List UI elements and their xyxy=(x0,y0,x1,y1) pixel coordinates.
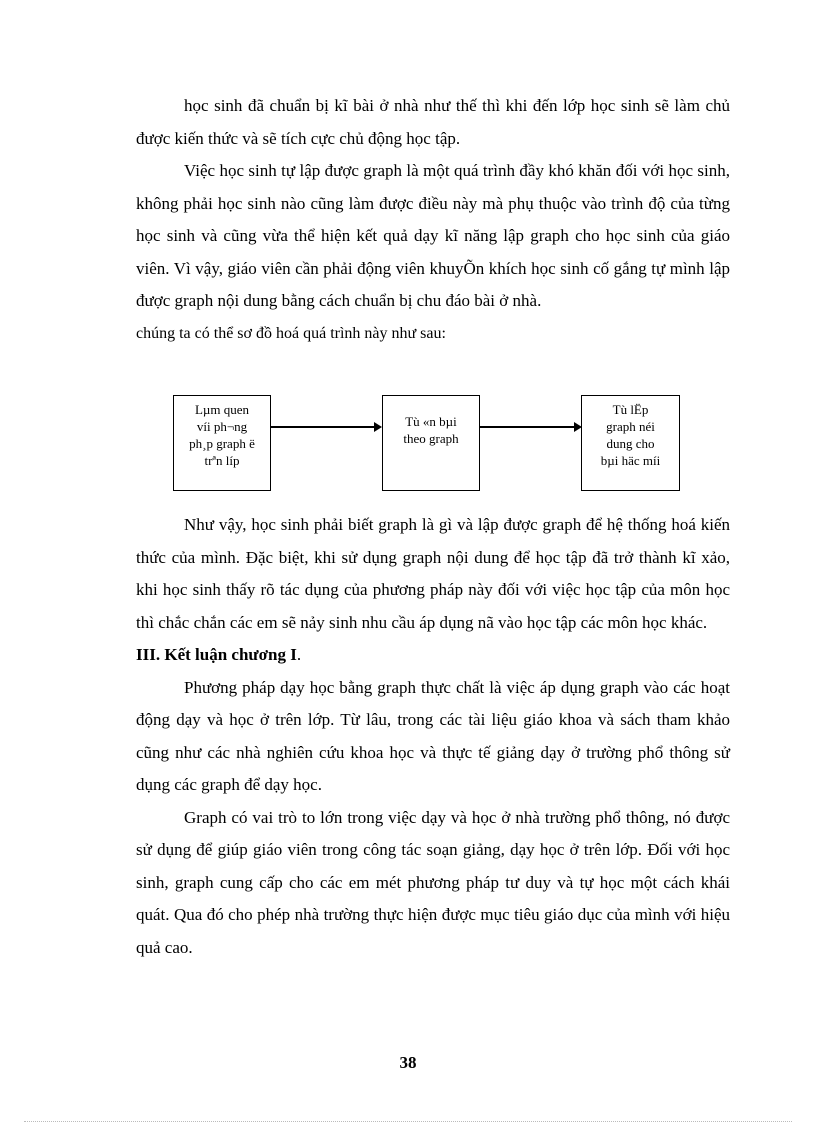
diagram-box-2 xyxy=(382,395,480,491)
arrow-icon xyxy=(271,426,380,428)
footer-divider xyxy=(24,1121,792,1122)
arrow-icon xyxy=(480,426,580,428)
box-line: Tù «n bµi xyxy=(405,414,457,429)
top-text xyxy=(136,90,730,350)
paragraph: Việc học sinh tự lập được graph là một quá trình đầy khó khăn đối với học sinh, không phải học sinh nào cũng làm được điều này mà phụ thuộc vào trình độ của từng học sinh và cũng vừa thể hiện kết quả dạy kĩ năng lập graph cho học sinh của giáo viên. Vì vậy, giáo viên cần phải động viên khuyÕn khích học sinh cố gắng tự mình lập được graph nội dung bằng cách chuẩn bị chu đáo bài ở nhà. xyxy=(136,161,730,310)
box-line: dung cho xyxy=(606,436,655,451)
box-line: ph¸p graph ë xyxy=(189,436,255,451)
page-number: 38 xyxy=(399,1053,417,1072)
paragraph: Như vậy, học sinh phải biết graph là gì và lập được graph để hệ thống hoá kiến thức của mình. Đặc biệt, khi sử dụng graph nội dung để học tập đã trở thành kĩ xảo, khi học sinh thấy rõ tác dụng của phương pháp này đối với việc học tập của môn học thì chắc chắn các em sẽ nảy sinh nhu cầu áp dụng nã vào học tập các môn học khác. xyxy=(136,515,730,632)
heading-text: III. Kết luận chương I xyxy=(136,645,297,664)
diagram-box-1 xyxy=(173,395,271,491)
diagram-box-3 xyxy=(581,395,680,491)
box-line: bµi häc míi xyxy=(600,453,661,468)
box-line: theo graph xyxy=(403,431,459,446)
process-diagram xyxy=(173,395,688,493)
box-line: Tù lËp xyxy=(612,402,649,417)
section-heading xyxy=(136,639,730,672)
box-line: Lµm quen xyxy=(194,402,250,417)
paragraph: học sinh đã chuẩn bị kĩ bài ở nhà như thế thì khi đến lớp học sinh sẽ làm chủ được kiến thức và sẽ tích cực chủ động học tập. xyxy=(136,96,730,148)
paragraph: Phương pháp dạy học bằng graph thực chất là việc áp dụng graph vào các hoạt động dạy và học ở trên lớp. Từ lâu, trong các tài liệu giáo khoa và sách tham khảo cũng như các nhà nghiên cứu khoa học và thực tế giảng dạy ở trường phổ thông sử dụng các graph để dạy học. xyxy=(136,677,730,794)
paragraph: chúng ta có thể sơ đồ hoá quá trình này như sau: xyxy=(136,324,446,342)
paragraph: Graph có vai trò to lớn trong việc dạy và học ở nhà trường phổ thông, nó được sử dụng để giúp giáo viên trong công tác soạn giảng, dạy học ở trên lớp. Đối với học sinh, graph cung cấp cho các em mét phương pháp tư duy và tự học một cách khái quát. Qua đó cho phép nhà trường thực hiện được mục tiêu giáo dục của mình với hiệu quả cao. xyxy=(136,807,730,957)
box-line: trªn líp xyxy=(204,453,240,468)
bottom-text xyxy=(136,509,730,964)
heading-suffix: . xyxy=(296,645,302,664)
box-line: víi ph¬ng xyxy=(196,419,248,434)
box-line: graph néi xyxy=(606,419,655,434)
